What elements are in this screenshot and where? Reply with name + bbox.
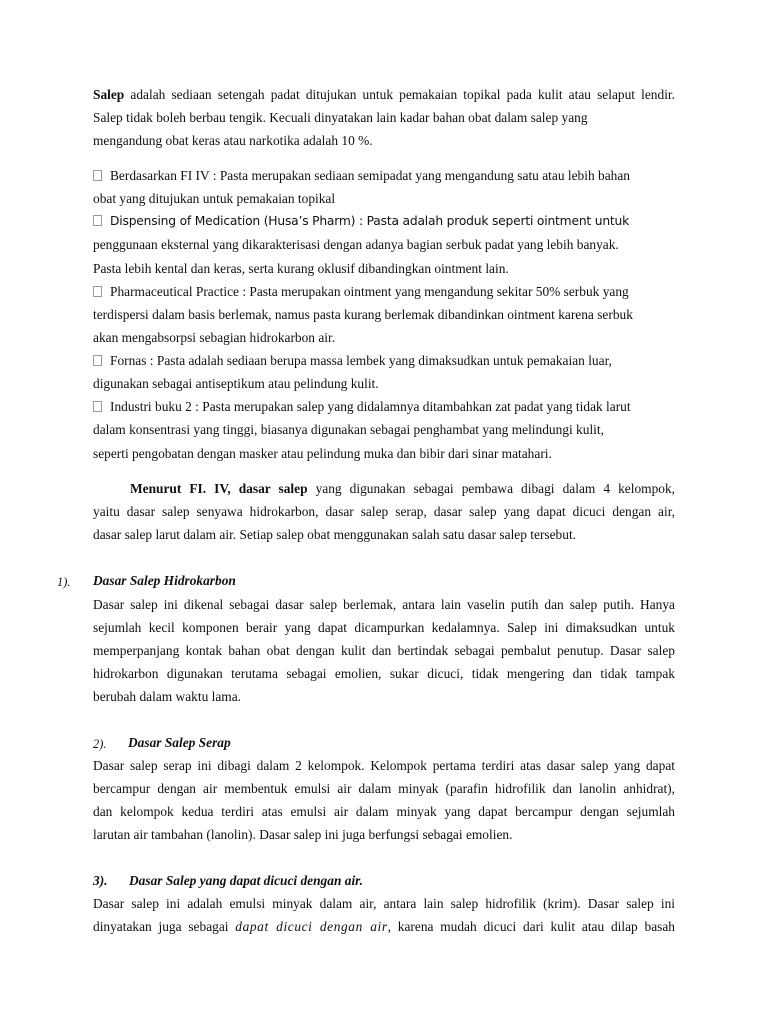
definition-husa-line-1 <box>93 213 629 229</box>
intro-line-3: mengandung obat keras atau narkotika adalah 10 %. <box>93 133 373 148</box>
section-1-line-1: Dasar salep ini dikenal sebagai dasar salep berlemak, antara lain vaselin putih dan salep putih. Hanya <box>93 597 675 612</box>
intro-line-1-text: adalah sediaan setengah padat ditujukan untuk pemakaian topikal pada kulit atau selaput lendir. <box>124 87 675 102</box>
section-2-line-2: bercampur dengan air membentuk emulsi air dalam minyak (parafin hidrofilik dan lanolin anhidrat), <box>93 781 675 796</box>
definition-husa-line-2: penggunaan eksternal yang dikarakterisasi dengan adanya bagian serbuk padat yang lebih banyak. <box>93 237 619 252</box>
menurut-line-1 <box>130 481 675 497</box>
bullet-box-icon <box>93 286 102 297</box>
section-1-line-5: berubah dalam waktu lama. <box>93 689 241 704</box>
definition-industri-line-1 <box>93 399 631 415</box>
section-1-number: 1). <box>57 575 71 589</box>
definition-industri-line-3: seperti pengobatan dengan masker atau pelindung muka dan bibir dari sinar matahari. <box>93 446 552 461</box>
menurut-line-1-text: yang digunakan sebagai pembawa dibagi dalam 4 kelompok, <box>307 481 675 496</box>
section-3-title: Dasar Salep yang dapat dicuci dengan air. <box>129 873 363 888</box>
definition-fornas-line-2: digunakan sebagai antiseptikum atau pelindung kulit. <box>93 376 379 391</box>
bullet-box-icon <box>93 215 102 226</box>
section-3-line-2 <box>93 919 675 935</box>
section-1-line-4: hidrokarbon digunakan terutama sebagai emolien, sukar dicuci, tidak mengering dan tidak tampak <box>93 666 675 681</box>
section-3-line-2-start: dinyatakan juga sebagai <box>93 919 236 934</box>
menurut-bold: Menurut FI. IV, dasar salep <box>130 481 308 496</box>
definition-fi4-text: Berdasarkan FI IV : Pasta merupakan sediaan semipadat yang mengandung satu atau lebih bahan <box>110 168 630 183</box>
definition-husa-text: Dispensing of Medication (Husa’s Pharm) : Pasta adalah produk seperti ointment untuk <box>110 214 630 228</box>
definition-pp-line-3: akan mengabsorpsi sebagian hidrokarbon air. <box>93 330 336 345</box>
definition-fi4-line-1 <box>93 168 630 184</box>
section-2-title: Dasar Salep Serap <box>128 735 231 750</box>
definition-fornas-line-1 <box>93 353 612 369</box>
bullet-box-icon <box>93 355 102 366</box>
section-2-line-1: Dasar salep serap ini dibagi dalam 2 kelompok. Kelompok pertama terdiri atas dasar salep yang dapat <box>93 758 675 773</box>
section-2-number: 2). <box>93 737 107 751</box>
section-2-line-3: dan kelompok kedua terdiri atas emulsi air dalam minyak yang dapat bercampur dengan sejumlah <box>93 804 675 819</box>
section-1-line-2: sejumlah kecil komponen berair yang dapat dicampurkan kedalamnya. Salep ini dimaksudkan untuk <box>93 620 675 635</box>
definition-industri-line-2: dalam konsentrasi yang tinggi, biasanya digunakan sebagai penghambat yang melindungi kulit, <box>93 422 604 437</box>
menurut-line-3: dasar salep larut dalam air. Setiap salep obat menggunakan salah satu dasar salep tersebut. <box>93 527 577 542</box>
section-3-line-2-italic: dapat dicuci dengan air <box>235 919 388 934</box>
definition-pp-text: Pharmaceutical Practice : Pasta merupakan ointment yang mengandung sekitar 50% serbuk yang <box>110 284 629 299</box>
intro-line-2: Salep tidak boleh berbau tengik. Kecuali dinyatakan lain kadar bahan obat dalam salep yang <box>93 110 588 125</box>
definition-pp-line-2: terdispersi dalam basis berlemak, namus pasta kurang berlemak dibandinkan ointment karena serbuk <box>93 307 633 322</box>
definition-pp-line-1 <box>93 284 629 300</box>
intro-line-1 <box>93 87 675 103</box>
section-1-title: Dasar Salep Hidrokarbon <box>93 573 236 588</box>
bullet-box-icon <box>93 170 102 181</box>
section-3-number: 3). <box>93 873 108 888</box>
menurut-line-2: yaitu dasar salep senyawa hidrokarbon, dasar salep serap, dasar salep yang dapat dicuci dengan air, <box>93 504 675 519</box>
section-3-line-1: Dasar salep ini adalah emulsi minyak dalam air, antara lain salep hidrofilik (krim). Dasar salep ini <box>93 896 675 911</box>
definition-fornas-text: Fornas : Pasta adalah sediaan berupa massa lembek yang dimaksudkan untuk pemakaian luar, <box>110 353 612 368</box>
bullet-box-icon <box>93 401 102 412</box>
section-3-line-2-end: , karena mudah dicuci dari kulit atau dilap basah <box>387 919 675 934</box>
intro-term: Salep <box>93 87 125 102</box>
section-1-line-3: memperpanjang kontak bahan obat dengan kulit dan bertindak sebagai pembalut penutup. Dasar salep <box>93 643 675 658</box>
definition-husa-line-3: Pasta lebih kental dan keras, serta kurang oklusif dibandingkan ointment lain. <box>93 261 509 276</box>
definition-industri-text: Industri buku 2 : Pasta merupakan salep yang didalamnya ditambahkan zat padat yang tidak larut <box>110 399 631 414</box>
definition-fi4-line-2: obat yang ditujukan untuk pemakaian topikal <box>93 191 336 206</box>
section-2-line-4: larutan air tambahan (lanolin). Dasar salep ini juga berfungsi sebagai emolien. <box>93 827 513 842</box>
